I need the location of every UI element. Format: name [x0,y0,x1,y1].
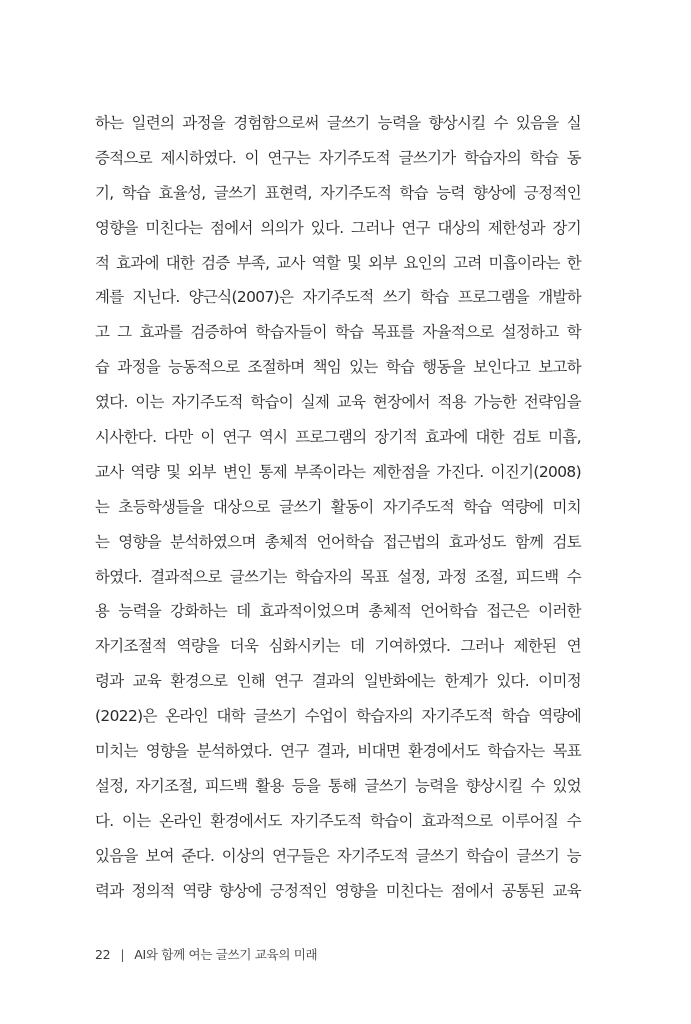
body-line: 하는 일련의 과정을 경험함으로써 글쓰기 능력을 향상시킬 수 있음을 실 [95,114,581,132]
footer-separator: | [120,947,125,962]
body-line: 였다. 이는 자기주도적 학습이 실제 교육 현장에서 적용 가능한 전략임을 [95,393,581,412]
body-line: 시사한다. 다만 이 연구 역시 프로그램의 장기적 효과에 대한 검토 미흡, [95,428,581,447]
page-footer [95,944,317,966]
body-line: 기, 학습 효율성, 글쓰기 표현력, 자기주도적 학습 능력 향상에 긍정적인 [95,183,581,202]
body-line: 하였다. 결과적으로 글쓰기는 학습자의 목표 설정, 과정 조절, 피드백 수 [95,567,581,586]
page-number: 22 [95,947,111,962]
body-line: 적 효과에 대한 검증 부족, 교사 역할 및 외부 요인의 고려 미흡이라는 한 [95,253,581,272]
body-line: 는 영향을 분석하였으며 총체적 언어학습 접근법의 효과성도 함께 검토 [95,532,581,551]
body-line: 설정, 자기조절, 피드백 활용 등을 통해 글쓰기 능력을 향상시킬 수 있었 [95,776,581,795]
body-line: 있음을 보여 준다. 이상의 연구들은 자기주도적 글쓰기 학습이 글쓰기 능 [95,846,581,865]
body-line: 자기조절적 역량을 더욱 심화시키는 데 기여하였다. 그러나 제한된 연 [95,637,581,656]
body-line: 교사 역량 및 외부 변인 통제 부족이라는 제한점을 가진다. 이진기(2008) [95,462,581,481]
body-line: 습 과정을 능동적으로 조절하며 책임 있는 학습 행동을 보인다고 보고하 [95,358,581,377]
body-line: 다. 이는 온라인 환경에서도 자기주도적 학습이 효과적으로 이루어질 수 [95,811,581,830]
body-line: 력과 정의적 역량 향상에 긍정적인 영향을 미친다는 점에서 공통된 교육 [95,881,581,900]
body-line: 증적으로 제시하였다. 이 연구는 자기주도적 글쓰기가 학습자의 학습 동 [95,148,581,167]
body-text [95,106,581,908]
body-line: 고 그 효과를 검증하여 학습자들이 학습 목표를 자율적으로 설정하고 학 [95,323,581,342]
body-line: 령과 교육 환경으로 인해 연구 결과의 일반화에는 한계가 있다. 이미정 [95,672,581,691]
running-title: AI와 함께 여는 글쓰기 교육의 미래 [134,947,318,962]
body-line: 용 능력을 강화하는 데 효과적이었으며 총체적 언어학습 접근은 이러한 [95,602,581,621]
body-line: 영향을 미친다는 점에서 의의가 있다. 그러나 연구 대상의 제한성과 장기 [95,218,581,237]
body-line: (2022)은 온라인 대학 글쓰기 수업이 학습자의 자기주도적 학습 역량에 [95,707,581,726]
body-line: 는 초등학생들을 대상으로 글쓰기 활동이 자기주도적 학습 역량에 미치 [95,497,581,516]
body-line: 계를 지닌다. 양근식(2007)은 자기주도적 쓰기 학습 프로그램을 개발하 [95,288,581,307]
body-line: 미치는 영향을 분석하였다. 연구 결과, 비대면 환경에서도 학습자는 목표 [95,742,581,761]
